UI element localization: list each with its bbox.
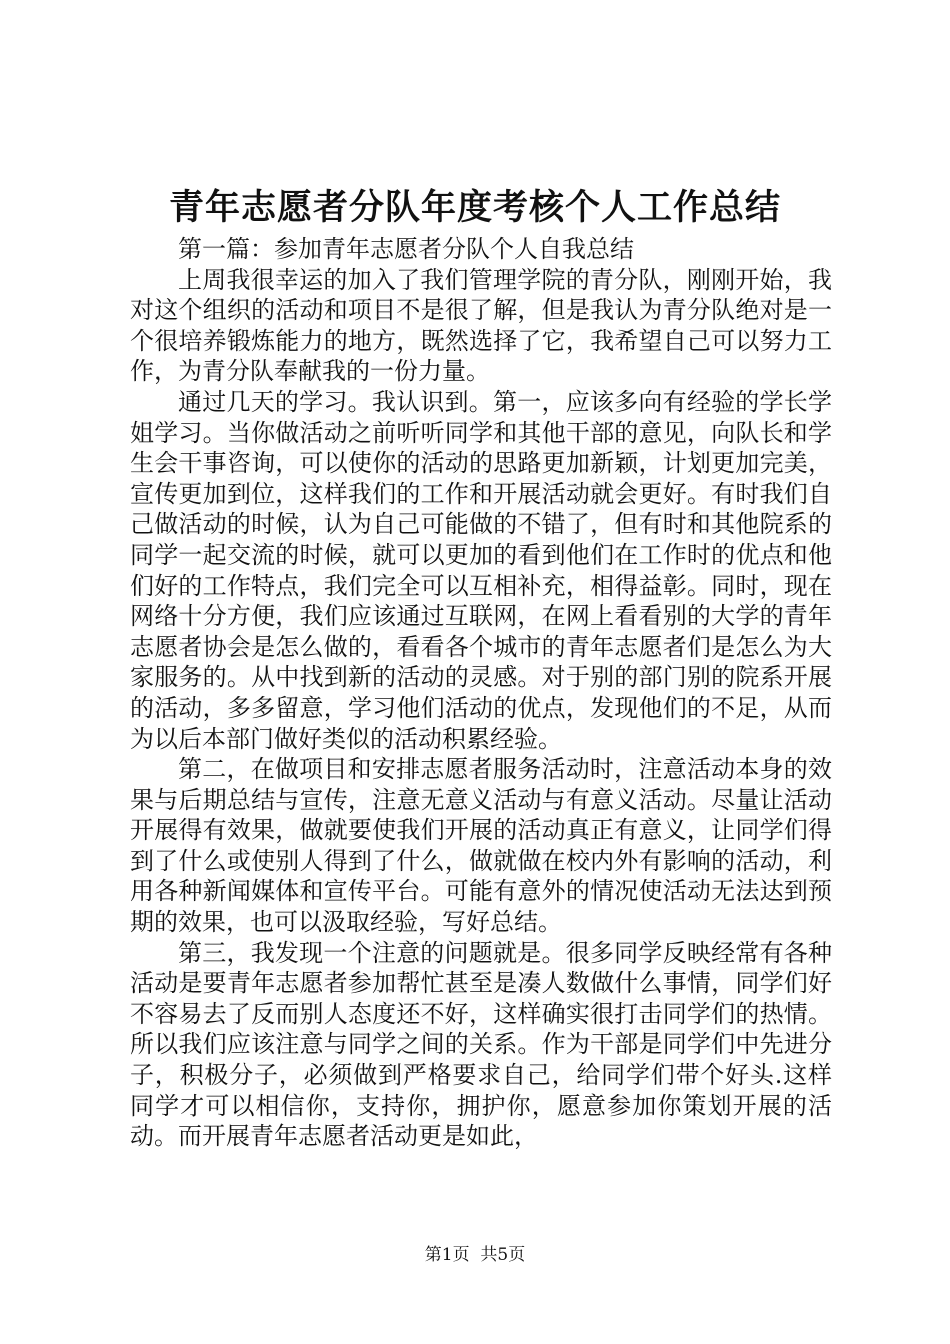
paragraph: 上周我很幸运的加入了我们管理学院的青分队，刚刚开始，我对这个组织的活动和项目不是很了解，但是我认为青分队绝对是一个很培养锻炼能力的地方，既然选择了它，我希望自己可以努力工作，为青分队奉献我的一份力量。 bbox=[130, 265, 832, 386]
footer-spacer bbox=[470, 1245, 481, 1265]
paragraph: 通过几天的学习。我认识到。第一，应该多向有经验的学长学姐学习。当你做活动之前听听同学和其他干部的意见，向队长和学生会干事咨询，可以使你的活动的思路更加新颖，计划更加完美，宣传更加到位，这样我们的工作和开展活动就会更好。有时我们自己做活动的时候，认为自己可能做的不错了，但有时和其他院系的同学一起交流的时候，就可以更加的看到他们在工作时的优点和他们好的工作特点，我们完全可以互相补充，相得益彰。同时，现在网络十分方便，我们应该通过互联网，在网上看看别的大学的青年志愿者协会是怎么做的，看看各个城市的青年志愿者们是怎么为大家服务的。从中找到新的活动的灵感。对于别的部门别的院系开展的活动，多多留意，学习他们活动的优点，发现他们的不足，从而为以后本部门做好类似的活动积累经验。 bbox=[130, 387, 832, 753]
page-footer bbox=[0, 1244, 950, 1266]
document-body bbox=[130, 234, 832, 1152]
page-total: 共5页 bbox=[480, 1245, 526, 1265]
document-title: 青年志愿者分队年度考核个人工作总结 bbox=[168, 187, 781, 228]
paragraph-subtitle: 第一篇：参加青年志愿者分队个人自我总结 bbox=[178, 235, 634, 263]
paragraph: 第二，在做项目和安排志愿者服务活动时，注意活动本身的效果与后期总结与宣传，注意无意义活动与有意义活动。尽量让活动开展得有效果，做就要使我们开展的活动真正有意义，让同学们得到了什么或使别人得到了什么，做就做在校内外有影响的活动，利用各种新闻媒体和宣传平台。可能有意外的情况使活动无法达到预期的效果，也可以汲取经验，写好总结。 bbox=[130, 755, 832, 937]
page-number: 第1页 bbox=[424, 1245, 470, 1265]
paragraph: 第三，我发现一个注意的问题就是。很多同学反映经常有各种活动是要青年志愿者参加帮忙甚至是凑人数做什么事情，同学们好不容易去了反而别人态度还不好，这样确实很打击同学们的热情。所以我们应该注意与同学之间的关系。作为干部是同学们中先进分子，积极分子，必须做到严格要求自己，给同学们带个好头.这样同学才可以相信你，支持你，拥护你，愿意参加你策划开展的活动。而开展青年志愿者活动更是如此， bbox=[130, 938, 832, 1151]
